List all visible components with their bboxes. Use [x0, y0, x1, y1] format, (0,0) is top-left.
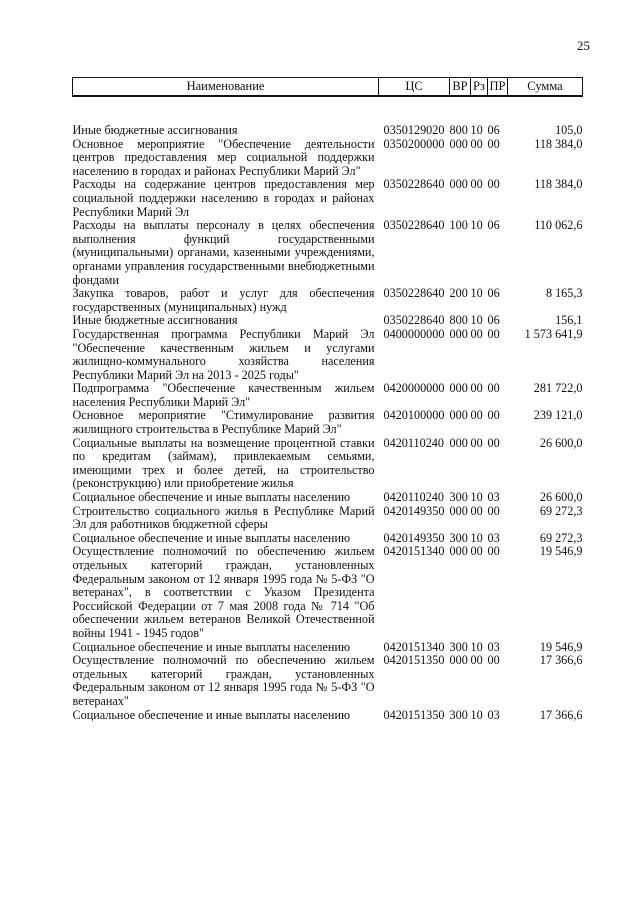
- row-name: Расходы на выплаты персоналу в целях обеспечения выполнения функций государственными (муниципальными) органами, казенными учреждениями, органами управления государственными внебюджетными фондами: [72, 218, 375, 287]
- header-vr: ВР: [450, 78, 471, 97]
- row-rz: 00: [470, 136, 483, 151]
- row-code: 0350228640: [383, 313, 445, 328]
- row-vr: 000: [449, 136, 468, 151]
- row-sum: 26 600,0: [539, 490, 583, 505]
- row-rz: 00: [470, 381, 483, 396]
- row-rz: 00: [470, 326, 483, 341]
- row-sum: 19 546,9: [539, 639, 583, 654]
- row-rz: 00: [470, 408, 483, 423]
- table-row: [73, 654, 583, 708]
- row-pr: 06: [487, 286, 500, 301]
- row-name: Подпрограмма "Обеспечение качественным жильем населения Республики Марий Эл": [72, 381, 375, 409]
- row-name: Строительство социального жилья в Республике Марий Эл для работников бюджетной сферы: [72, 503, 375, 532]
- row-vr: 000: [449, 326, 468, 341]
- table-row: [73, 314, 583, 328]
- row-rz: 10: [470, 313, 483, 328]
- row-sum: 118 384,0: [534, 136, 583, 151]
- row-name: Социальное обеспечение и иные выплаты населению: [72, 639, 351, 654]
- row-vr: 000: [449, 408, 468, 423]
- header-rz: Рз: [471, 78, 488, 97]
- row-sum: 281 722,0: [533, 381, 583, 396]
- row-pr: 03: [487, 639, 500, 654]
- row-vr: 300: [449, 639, 468, 654]
- row-vr: 300: [449, 707, 468, 722]
- row-code: 0420110240: [383, 490, 444, 505]
- row-vr: 800: [449, 123, 468, 137]
- row-code: 0420149350: [383, 503, 445, 518]
- row-name: Иные бюджетные ассигнования: [72, 123, 238, 137]
- row-rz: 00: [470, 177, 483, 192]
- row-name: Закупка товаров, работ и услуг для обеспечения государственных (муниципальных) нужд: [72, 286, 375, 314]
- row-sum: 156,1: [555, 313, 583, 328]
- row-pr: 03: [487, 490, 500, 505]
- row-pr: 06: [487, 218, 500, 233]
- row-sum: 69 272,3: [539, 503, 583, 518]
- row-name: Социальные выплаты на возмещение процентной ставки по кредитам (займам), привлекаемым семьями, имеющими трех и более детей, на строительство (реконструкцию) или приобретение жилья: [72, 435, 375, 491]
- row-pr: 00: [487, 136, 500, 151]
- row-code: 0350129020: [383, 123, 445, 137]
- row-sum: 19 546,9: [539, 544, 583, 559]
- table-row: [73, 328, 583, 382]
- row-vr: 300: [449, 490, 468, 505]
- row-vr: 000: [449, 381, 468, 396]
- table-row: [73, 287, 583, 314]
- budget-table: [72, 77, 583, 722]
- row-vr: 000: [449, 435, 468, 450]
- row-code: 0350228640: [383, 218, 445, 233]
- row-name: Социальное обеспечение и иные выплаты населению: [72, 707, 351, 722]
- row-sum: 110 062,6: [534, 218, 583, 233]
- row-name: Расходы на содержание центров предоставления мер социальной поддержки населению в городах и районах Республики Марий Эл: [72, 177, 375, 219]
- row-pr: 03: [487, 530, 500, 545]
- row-code: 0350228640: [383, 286, 445, 301]
- row-name: Государственная программа Республики Марий Эл "Обеспечение качественным жильем и услугами жилищно-коммунального хозяйства населения Республики Марий Эл на 2013 - 2025 годы": [72, 326, 375, 382]
- row-sum: 239 121,0: [533, 408, 583, 423]
- table-row: [73, 545, 583, 640]
- row-code: 0420151340: [383, 639, 445, 654]
- row-pr: 00: [487, 653, 500, 668]
- row-pr: 06: [487, 313, 500, 328]
- row-rz: 10: [470, 490, 483, 505]
- row-vr: 800: [449, 313, 468, 328]
- header-pr: ПР: [488, 78, 508, 97]
- row-rz: 00: [470, 435, 483, 450]
- header-code: ЦС: [379, 78, 450, 97]
- table-header: [73, 78, 583, 97]
- row-name: Осуществление полномочий по обеспечению жильем отдельных категорий граждан, установленных Федеральным законом от 12 января 1995 года № 5-ФЗ "О ветеранах", в соответствии с Указом Президента Российской Федерации от 7 мая 2008 года № 714 "Об обеспечении жильем ветеранов Великой Отечественной войны 1941 - 1945 годов": [72, 544, 375, 640]
- table-row: [73, 709, 583, 723]
- row-vr: 300: [449, 530, 468, 545]
- row-vr: 100: [449, 218, 468, 233]
- row-name: Иные бюджетные ассигнования: [72, 313, 238, 328]
- row-pr: 00: [487, 503, 500, 518]
- table-row: [73, 382, 583, 409]
- row-pr: 00: [487, 544, 500, 559]
- row-code: 0350228640: [383, 177, 445, 192]
- row-code: 0350200000: [383, 136, 445, 151]
- row-rz: 10: [470, 639, 483, 654]
- header-name: Наименование: [73, 78, 379, 97]
- table-row: [73, 219, 583, 287]
- row-sum: 17 366,6: [539, 707, 583, 722]
- table-row: [73, 96, 583, 138]
- row-rz: 10: [470, 218, 483, 233]
- row-code: 0400000000: [383, 326, 445, 341]
- row-rz: 10: [470, 707, 483, 722]
- row-code: 0420000000: [383, 381, 445, 396]
- row-vr: 000: [449, 544, 468, 559]
- row-name: Основное мероприятие "Обеспечение деятельности центров предоставления мер социальной поддержки населению в городах и районах Республики Марий Эл": [72, 136, 375, 178]
- row-vr: 000: [449, 653, 468, 668]
- row-sum: 105,0: [555, 123, 583, 137]
- table-row: [73, 641, 583, 655]
- table-body: [73, 96, 583, 722]
- row-sum: 69 272,3: [539, 530, 583, 545]
- row-code: 0420151350: [383, 653, 445, 668]
- row-sum: 118 384,0: [534, 177, 583, 192]
- row-rz: 00: [470, 503, 483, 518]
- row-pr: 00: [487, 381, 500, 396]
- row-name: Социальное обеспечение и иные выплаты населению: [72, 530, 351, 545]
- row-pr: 06: [487, 123, 500, 137]
- table-row: [73, 409, 583, 436]
- table-row: [73, 178, 583, 219]
- row-pr: 00: [487, 177, 500, 192]
- row-vr: 000: [449, 177, 468, 192]
- table-row: [73, 491, 583, 505]
- page-number: 25: [577, 38, 590, 53]
- row-rz: 10: [470, 530, 483, 545]
- table-row: [73, 532, 583, 546]
- row-vr: 200: [449, 286, 468, 301]
- row-sum: 17 366,6: [539, 653, 583, 668]
- row-sum: 1 573 641,9: [524, 326, 583, 341]
- row-name: Основное мероприятие "Стимулирование развития жилищного строительства в Республике Марий Эл": [72, 408, 375, 437]
- row-vr: 000: [449, 503, 468, 518]
- row-code: 0420100000: [383, 408, 445, 423]
- table-row: [73, 437, 583, 491]
- row-pr: 00: [487, 408, 500, 423]
- table-row: [73, 138, 583, 179]
- row-name: Социальное обеспечение и иные выплаты населению: [72, 490, 351, 505]
- row-pr: 00: [487, 435, 500, 450]
- row-rz: 00: [470, 544, 483, 559]
- row-rz: 00: [470, 653, 483, 668]
- row-code: 0420151340: [383, 544, 445, 559]
- table-row: [73, 505, 583, 532]
- row-sum: 26 600,0: [539, 435, 583, 450]
- row-pr: 03: [487, 707, 500, 722]
- header-sum: Сумма: [508, 78, 583, 97]
- row-code: 0420110240: [383, 435, 444, 450]
- row-code: 0420151350: [383, 707, 445, 722]
- row-pr: 00: [487, 326, 500, 341]
- row-rz: 10: [470, 123, 483, 137]
- row-sum: 8 165,3: [545, 286, 583, 301]
- row-code: 0420149350: [383, 530, 445, 545]
- row-rz: 10: [470, 286, 483, 301]
- row-name: Осуществление полномочий по обеспечению жильем отдельных категорий граждан, установленных Федеральным законом от 12 января 1995 года № 5-ФЗ "О ветеранах": [72, 653, 375, 708]
